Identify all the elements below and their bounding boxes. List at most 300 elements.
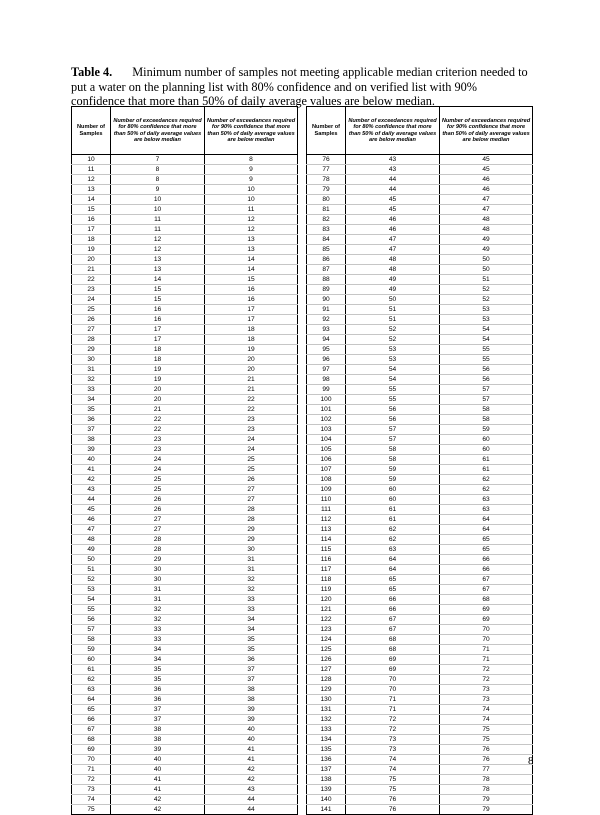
table-row	[307, 425, 533, 435]
cell-80-confidence: 13	[111, 265, 205, 275]
table-row	[307, 745, 533, 755]
cell-samples: 82	[307, 215, 346, 225]
cell-90-confidence: 23	[205, 415, 298, 425]
cell-90-confidence: 29	[205, 525, 298, 535]
cell-90-confidence: 25	[205, 465, 298, 475]
cell-90-confidence: 72	[440, 675, 533, 685]
cell-90-confidence: 56	[440, 375, 533, 385]
cell-90-confidence: 44	[205, 805, 298, 815]
cell-80-confidence: 53	[346, 345, 440, 355]
table-row	[72, 195, 298, 205]
cell-80-confidence: 73	[346, 745, 440, 755]
cell-samples: 90	[307, 295, 346, 305]
cell-samples: 116	[307, 555, 346, 565]
table-row	[72, 705, 298, 715]
cell-samples: 89	[307, 285, 346, 295]
cell-samples: 117	[307, 565, 346, 575]
table-row	[307, 675, 533, 685]
table-row	[72, 635, 298, 645]
cell-90-confidence: 69	[440, 605, 533, 615]
table-row	[307, 335, 533, 345]
cell-90-confidence: 43	[205, 785, 298, 795]
cell-90-confidence: 67	[440, 575, 533, 585]
cell-80-confidence: 31	[111, 585, 205, 595]
cell-90-confidence: 45	[440, 165, 533, 175]
cell-90-confidence: 78	[440, 775, 533, 785]
table-row	[72, 535, 298, 545]
table-row	[307, 325, 533, 335]
cell-80-confidence: 51	[346, 315, 440, 325]
table-row	[307, 705, 533, 715]
cell-90-confidence: 12	[205, 215, 298, 225]
cell-90-confidence: 73	[440, 685, 533, 695]
cell-samples: 41	[72, 465, 111, 475]
cell-90-confidence: 70	[440, 625, 533, 635]
cell-80-confidence: 23	[111, 445, 205, 455]
cell-90-confidence: 37	[205, 665, 298, 675]
table-row	[72, 285, 298, 295]
cell-90-confidence: 19	[205, 345, 298, 355]
cell-80-confidence: 53	[346, 355, 440, 365]
table-row	[72, 175, 298, 185]
cell-samples: 23	[72, 285, 111, 295]
table-row	[307, 415, 533, 425]
cell-80-confidence: 7	[111, 155, 205, 165]
cell-90-confidence: 33	[205, 605, 298, 615]
table-row	[307, 175, 533, 185]
cell-80-confidence: 12	[111, 245, 205, 255]
table-row	[72, 325, 298, 335]
cell-80-confidence: 25	[111, 475, 205, 485]
cell-samples: 31	[72, 365, 111, 375]
cell-80-confidence: 65	[346, 575, 440, 585]
table-row	[72, 475, 298, 485]
cell-80-confidence: 39	[111, 745, 205, 755]
cell-80-confidence: 73	[346, 735, 440, 745]
cell-80-confidence: 46	[346, 215, 440, 225]
cell-samples: 16	[72, 215, 111, 225]
cell-80-confidence: 25	[111, 485, 205, 495]
table-row	[72, 605, 298, 615]
table-row	[307, 535, 533, 545]
table-row	[72, 245, 298, 255]
cell-80-confidence: 67	[346, 625, 440, 635]
table-row	[307, 245, 533, 255]
cell-samples: 133	[307, 725, 346, 735]
cell-90-confidence: 40	[205, 725, 298, 735]
cell-90-confidence: 56	[440, 365, 533, 375]
cell-80-confidence: 64	[346, 565, 440, 575]
cell-samples: 106	[307, 455, 346, 465]
table-row	[307, 575, 533, 585]
cell-samples: 45	[72, 505, 111, 515]
table-row	[72, 165, 298, 175]
cell-90-confidence: 9	[205, 175, 298, 185]
table-row	[72, 595, 298, 605]
cell-80-confidence: 11	[111, 215, 205, 225]
table-row	[307, 805, 533, 815]
cell-80-confidence: 24	[111, 465, 205, 475]
cell-80-confidence: 22	[111, 425, 205, 435]
cell-90-confidence: 27	[205, 495, 298, 505]
table-row	[72, 785, 298, 795]
cell-80-confidence: 54	[346, 375, 440, 385]
cell-samples: 67	[72, 725, 111, 735]
table-row	[307, 205, 533, 215]
cell-samples: 85	[307, 245, 346, 255]
cell-samples: 115	[307, 545, 346, 555]
cell-samples: 51	[72, 565, 111, 575]
cell-samples: 78	[307, 175, 346, 185]
table-row	[72, 555, 298, 565]
cell-samples: 132	[307, 715, 346, 725]
cell-samples: 91	[307, 305, 346, 315]
cell-samples: 21	[72, 265, 111, 275]
cell-80-confidence: 33	[111, 635, 205, 645]
cell-90-confidence: 30	[205, 545, 298, 555]
cell-samples: 77	[307, 165, 346, 175]
cell-90-confidence: 48	[440, 215, 533, 225]
cell-80-confidence: 48	[346, 265, 440, 275]
table-row	[72, 625, 298, 635]
cell-samples: 125	[307, 645, 346, 655]
cell-90-confidence: 55	[440, 345, 533, 355]
cell-90-confidence: 35	[205, 645, 298, 655]
cell-90-confidence: 76	[440, 745, 533, 755]
cell-80-confidence: 36	[111, 685, 205, 695]
cell-samples: 129	[307, 685, 346, 695]
cell-90-confidence: 13	[205, 235, 298, 245]
table-row	[307, 665, 533, 675]
cell-90-confidence: 40	[205, 735, 298, 745]
table-row	[307, 515, 533, 525]
table-row	[307, 465, 533, 475]
table-row	[307, 265, 533, 275]
table-row	[307, 275, 533, 285]
cell-samples: 38	[72, 435, 111, 445]
table-row	[72, 295, 298, 305]
table-row	[307, 565, 533, 575]
cell-samples: 59	[72, 645, 111, 655]
table-row	[307, 155, 533, 165]
table-row	[307, 545, 533, 555]
cell-samples: 141	[307, 805, 346, 815]
cell-90-confidence: 9	[205, 165, 298, 175]
table-row	[72, 615, 298, 625]
cell-samples: 80	[307, 195, 346, 205]
cell-90-confidence: 50	[440, 255, 533, 265]
cell-samples: 140	[307, 795, 346, 805]
cell-samples: 66	[72, 715, 111, 725]
table-row	[307, 645, 533, 655]
cell-80-confidence: 27	[111, 515, 205, 525]
cell-90-confidence: 42	[205, 775, 298, 785]
cell-samples: 98	[307, 375, 346, 385]
cell-90-confidence: 39	[205, 715, 298, 725]
cell-samples: 40	[72, 455, 111, 465]
table-row	[72, 805, 298, 815]
cell-samples: 76	[307, 155, 346, 165]
table-row	[307, 395, 533, 405]
cell-samples: 102	[307, 415, 346, 425]
cell-90-confidence: 32	[205, 575, 298, 585]
cell-80-confidence: 32	[111, 615, 205, 625]
cell-80-confidence: 34	[111, 655, 205, 665]
cell-90-confidence: 20	[205, 355, 298, 365]
cell-80-confidence: 72	[346, 725, 440, 735]
table-caption	[71, 65, 533, 109]
cell-samples: 17	[72, 225, 111, 235]
cell-samples: 101	[307, 405, 346, 415]
cell-samples: 11	[72, 165, 111, 175]
cell-80-confidence: 17	[111, 325, 205, 335]
cell-90-confidence: 23	[205, 425, 298, 435]
cell-80-confidence: 59	[346, 465, 440, 475]
cell-80-confidence: 55	[346, 385, 440, 395]
cell-80-confidence: 38	[111, 725, 205, 735]
cell-samples: 119	[307, 585, 346, 595]
cell-80-confidence: 42	[111, 805, 205, 815]
cell-80-confidence: 58	[346, 445, 440, 455]
cell-80-confidence: 35	[111, 675, 205, 685]
table-row	[307, 215, 533, 225]
cell-80-confidence: 33	[111, 625, 205, 635]
cell-80-confidence: 21	[111, 405, 205, 415]
cell-80-confidence: 58	[346, 455, 440, 465]
cell-samples: 62	[72, 675, 111, 685]
cell-samples: 95	[307, 345, 346, 355]
cell-80-confidence: 66	[346, 605, 440, 615]
cell-90-confidence: 24	[205, 435, 298, 445]
cell-80-confidence: 44	[346, 175, 440, 185]
cell-90-confidence: 47	[440, 205, 533, 215]
cell-90-confidence: 33	[205, 595, 298, 605]
table-row	[72, 505, 298, 515]
cell-80-confidence: 41	[111, 785, 205, 795]
cell-80-confidence: 42	[111, 795, 205, 805]
cell-80-confidence: 24	[111, 455, 205, 465]
cell-90-confidence: 37	[205, 675, 298, 685]
cell-samples: 83	[307, 225, 346, 235]
cell-samples: 19	[72, 245, 111, 255]
cell-90-confidence: 38	[205, 695, 298, 705]
cell-90-confidence: 61	[440, 465, 533, 475]
cell-samples: 131	[307, 705, 346, 715]
cell-samples: 60	[72, 655, 111, 665]
cell-80-confidence: 43	[346, 165, 440, 175]
cell-samples: 63	[72, 685, 111, 695]
cell-90-confidence: 62	[440, 485, 533, 495]
cell-samples: 114	[307, 535, 346, 545]
cell-80-confidence: 61	[346, 505, 440, 515]
cell-80-confidence: 49	[346, 285, 440, 295]
cell-80-confidence: 44	[346, 185, 440, 195]
cell-90-confidence: 57	[440, 395, 533, 405]
cell-90-confidence: 10	[205, 195, 298, 205]
table-row	[72, 575, 298, 585]
cell-80-confidence: 57	[346, 435, 440, 445]
cell-samples: 81	[307, 205, 346, 215]
cell-samples: 61	[72, 665, 111, 675]
table-row	[307, 475, 533, 485]
cell-90-confidence: 58	[440, 405, 533, 415]
cell-90-confidence: 65	[440, 545, 533, 555]
cell-90-confidence: 64	[440, 515, 533, 525]
cell-90-confidence: 22	[205, 395, 298, 405]
table-row	[307, 765, 533, 775]
cell-90-confidence: 24	[205, 445, 298, 455]
cell-90-confidence: 63	[440, 495, 533, 505]
cell-samples: 135	[307, 745, 346, 755]
table-row	[307, 445, 533, 455]
header-samples: Number of Samples	[72, 107, 111, 155]
cell-90-confidence: 36	[205, 655, 298, 665]
cell-samples: 33	[72, 385, 111, 395]
cell-90-confidence: 60	[440, 445, 533, 455]
cell-samples: 49	[72, 545, 111, 555]
cell-90-confidence: 53	[440, 315, 533, 325]
cell-samples: 39	[72, 445, 111, 455]
table-row	[307, 595, 533, 605]
cell-samples: 71	[72, 765, 111, 775]
table-row	[72, 345, 298, 355]
cell-80-confidence: 49	[346, 275, 440, 285]
table-row	[72, 485, 298, 495]
table-row	[72, 265, 298, 275]
cell-samples: 29	[72, 345, 111, 355]
cell-90-confidence: 42	[205, 765, 298, 775]
cell-samples: 139	[307, 785, 346, 795]
cell-80-confidence: 76	[346, 795, 440, 805]
cell-90-confidence: 31	[205, 565, 298, 575]
cell-80-confidence: 60	[346, 485, 440, 495]
cell-90-confidence: 14	[205, 255, 298, 265]
cell-90-confidence: 20	[205, 365, 298, 375]
table-row	[72, 655, 298, 665]
table-row	[72, 445, 298, 455]
cell-90-confidence: 70	[440, 635, 533, 645]
cell-samples: 37	[72, 425, 111, 435]
cell-90-confidence: 10	[205, 185, 298, 195]
table-row	[72, 235, 298, 245]
cell-80-confidence: 69	[346, 655, 440, 665]
cell-80-confidence: 56	[346, 405, 440, 415]
cell-samples: 128	[307, 675, 346, 685]
cell-80-confidence: 17	[111, 335, 205, 345]
cell-samples: 52	[72, 575, 111, 585]
cell-90-confidence: 71	[440, 655, 533, 665]
cell-90-confidence: 41	[205, 755, 298, 765]
table-row	[307, 235, 533, 245]
cell-90-confidence: 15	[205, 275, 298, 285]
cell-90-confidence: 76	[440, 755, 533, 765]
cell-samples: 75	[72, 805, 111, 815]
cell-80-confidence: 62	[346, 535, 440, 545]
cell-80-confidence: 43	[346, 155, 440, 165]
cell-80-confidence: 11	[111, 225, 205, 235]
cell-80-confidence: 8	[111, 175, 205, 185]
table-row	[72, 375, 298, 385]
cell-90-confidence: 31	[205, 555, 298, 565]
cell-80-confidence: 65	[346, 585, 440, 595]
cell-samples: 110	[307, 495, 346, 505]
cell-80-confidence: 20	[111, 395, 205, 405]
table-row	[307, 735, 533, 745]
table-row	[307, 755, 533, 765]
cell-90-confidence: 38	[205, 685, 298, 695]
cell-90-confidence: 79	[440, 795, 533, 805]
table-row	[72, 215, 298, 225]
table-left-body	[72, 155, 298, 815]
cell-samples: 105	[307, 445, 346, 455]
cell-samples: 43	[72, 485, 111, 495]
cell-80-confidence: 70	[346, 675, 440, 685]
cell-90-confidence: 74	[440, 715, 533, 725]
cell-80-confidence: 57	[346, 425, 440, 435]
cell-samples: 36	[72, 415, 111, 425]
cell-samples: 94	[307, 335, 346, 345]
cell-samples: 44	[72, 495, 111, 505]
cell-90-confidence: 74	[440, 705, 533, 715]
cell-80-confidence: 12	[111, 235, 205, 245]
table-row	[72, 185, 298, 195]
cell-samples: 107	[307, 465, 346, 475]
cell-90-confidence: 72	[440, 665, 533, 675]
table-row	[72, 395, 298, 405]
table-row	[307, 725, 533, 735]
table-row	[72, 525, 298, 535]
cell-80-confidence: 38	[111, 735, 205, 745]
table-row	[307, 625, 533, 635]
cell-80-confidence: 28	[111, 545, 205, 555]
cell-samples: 42	[72, 475, 111, 485]
cell-80-confidence: 23	[111, 435, 205, 445]
cell-80-confidence: 18	[111, 355, 205, 365]
cell-samples: 87	[307, 265, 346, 275]
cell-80-confidence: 14	[111, 275, 205, 285]
cell-samples: 30	[72, 355, 111, 365]
cell-80-confidence: 51	[346, 305, 440, 315]
cell-80-confidence: 22	[111, 415, 205, 425]
page-number: 8	[528, 755, 534, 767]
cell-80-confidence: 27	[111, 525, 205, 535]
table-row	[307, 365, 533, 375]
cell-90-confidence: 58	[440, 415, 533, 425]
cell-80-confidence: 69	[346, 665, 440, 675]
cell-80-confidence: 70	[346, 685, 440, 695]
cell-80-confidence: 59	[346, 475, 440, 485]
cell-90-confidence: 66	[440, 555, 533, 565]
table-row	[307, 315, 533, 325]
cell-90-confidence: 18	[205, 335, 298, 345]
cell-samples: 126	[307, 655, 346, 665]
table-row	[72, 435, 298, 445]
cell-80-confidence: 48	[346, 255, 440, 265]
cell-80-confidence: 75	[346, 785, 440, 795]
cell-80-confidence: 52	[346, 335, 440, 345]
cell-samples: 53	[72, 585, 111, 595]
cell-90-confidence: 39	[205, 705, 298, 715]
cell-80-confidence: 37	[111, 715, 205, 725]
cell-90-confidence: 11	[205, 205, 298, 215]
cell-90-confidence: 52	[440, 295, 533, 305]
table-row	[307, 495, 533, 505]
table-row	[72, 745, 298, 755]
table-row	[307, 555, 533, 565]
cell-samples: 28	[72, 335, 111, 345]
cell-90-confidence: 28	[205, 515, 298, 525]
cell-80-confidence: 64	[346, 555, 440, 565]
